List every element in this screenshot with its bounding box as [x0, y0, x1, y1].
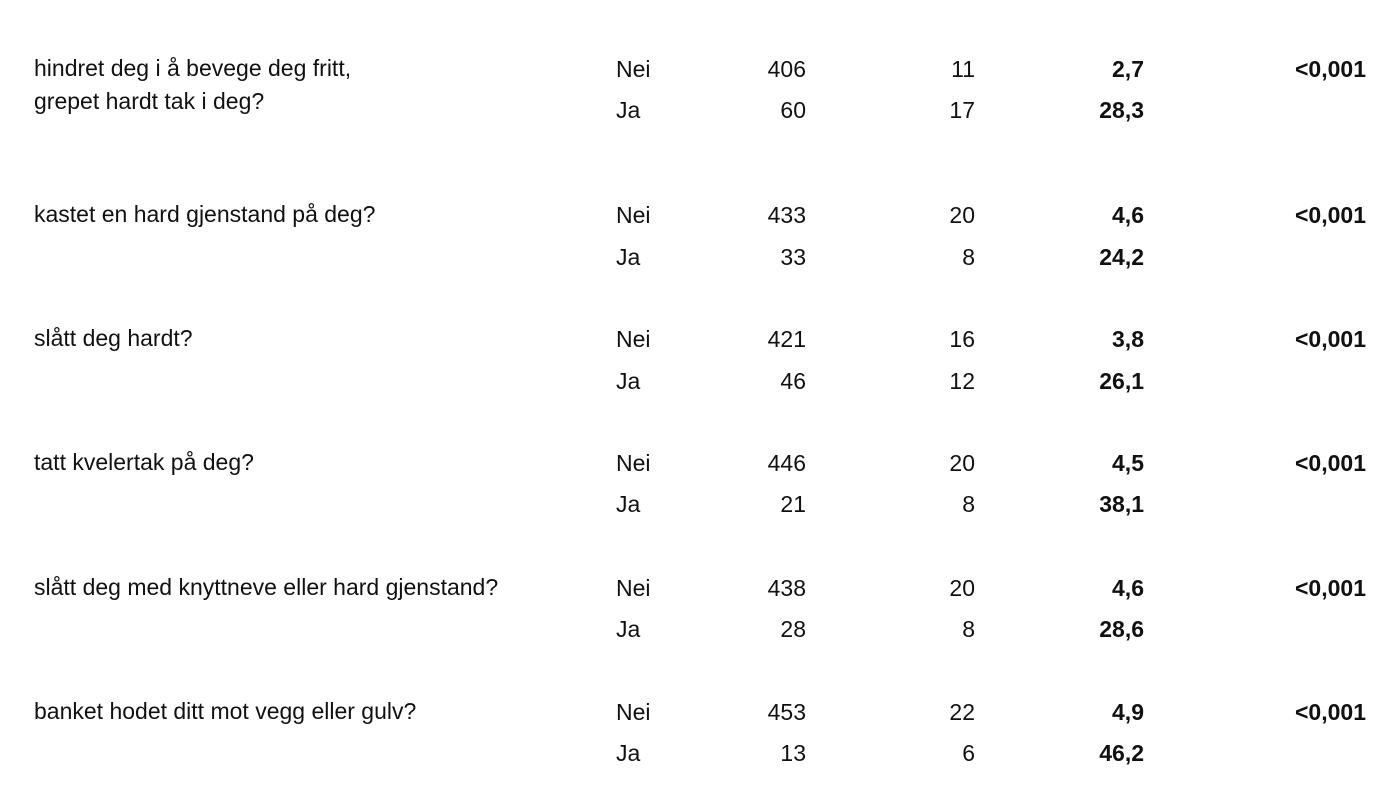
- answer-label: Ja: [616, 740, 641, 766]
- question-text: slått deg hardt?: [34, 325, 193, 351]
- count-total: 406: [767, 56, 806, 82]
- answer-label: Nei: [616, 56, 651, 82]
- count-cases: 20: [949, 575, 975, 601]
- percent-value: 4,6: [1112, 575, 1144, 601]
- count-total: 453: [767, 699, 806, 725]
- question-text: slått deg med knyttneve eller hard gjenstand?: [34, 574, 499, 600]
- question-text: kastet en hard gjenstand på deg?: [34, 201, 376, 227]
- p-value: <0,001: [1295, 202, 1366, 228]
- count-total: 60: [780, 97, 806, 123]
- percent-value: 3,8: [1112, 326, 1144, 352]
- p-value: <0,001: [1295, 699, 1366, 725]
- p-value: <0,001: [1295, 575, 1366, 601]
- percent-value: 4,5: [1112, 450, 1144, 476]
- count-total: 13: [780, 740, 806, 766]
- count-cases: 8: [962, 244, 975, 270]
- percent-value: 28,3: [1099, 97, 1144, 123]
- count-cases: 8: [962, 491, 975, 517]
- count-cases: 20: [949, 202, 975, 228]
- answer-label: Nei: [616, 326, 651, 352]
- count-cases: 16: [949, 326, 975, 352]
- percent-value: 46,2: [1099, 740, 1144, 766]
- count-cases: 20: [949, 450, 975, 476]
- count-total: 433: [767, 202, 806, 228]
- answer-label: Ja: [616, 616, 641, 642]
- answer-label: Nei: [616, 575, 651, 601]
- answer-label: Nei: [616, 450, 651, 476]
- question-text: hindret deg i å bevege deg fritt, grepet hardt tak i deg?: [34, 55, 352, 114]
- count-cases: 6: [962, 740, 975, 766]
- count-cases: 17: [949, 97, 975, 123]
- percent-value: 26,1: [1099, 368, 1144, 394]
- percent-value: 4,6: [1112, 202, 1144, 228]
- percent-value: 2,7: [1112, 56, 1144, 82]
- count-total: 46: [780, 368, 806, 394]
- answer-label: Nei: [616, 699, 651, 725]
- p-value: <0,001: [1295, 326, 1366, 352]
- question-text: banket hodet ditt mot vegg eller gulv?: [34, 698, 417, 724]
- count-cases: 12: [949, 368, 975, 394]
- p-value: <0,001: [1295, 450, 1366, 476]
- count-total: 33: [780, 244, 806, 270]
- count-total: 421: [767, 326, 806, 352]
- count-total: 438: [767, 575, 806, 601]
- count-total: 446: [767, 450, 806, 476]
- p-value: <0,001: [1295, 56, 1366, 82]
- percent-value: 24,2: [1099, 244, 1144, 270]
- count-total: 21: [780, 491, 806, 517]
- count-cases: 8: [962, 616, 975, 642]
- count-cases: 11: [951, 56, 975, 82]
- answer-label: Ja: [616, 491, 641, 517]
- count-cases: 22: [949, 699, 975, 725]
- percent-value: 4,9: [1112, 699, 1144, 725]
- answer-label: Ja: [616, 244, 641, 270]
- question-text: tatt kvelertak på deg?: [34, 449, 254, 475]
- answer-label: Nei: [616, 202, 651, 228]
- answer-label: Ja: [616, 97, 641, 123]
- answer-label: Ja: [616, 368, 641, 394]
- count-total: 28: [780, 616, 806, 642]
- percent-value: 38,1: [1099, 491, 1144, 517]
- percent-value: 28,6: [1099, 616, 1144, 642]
